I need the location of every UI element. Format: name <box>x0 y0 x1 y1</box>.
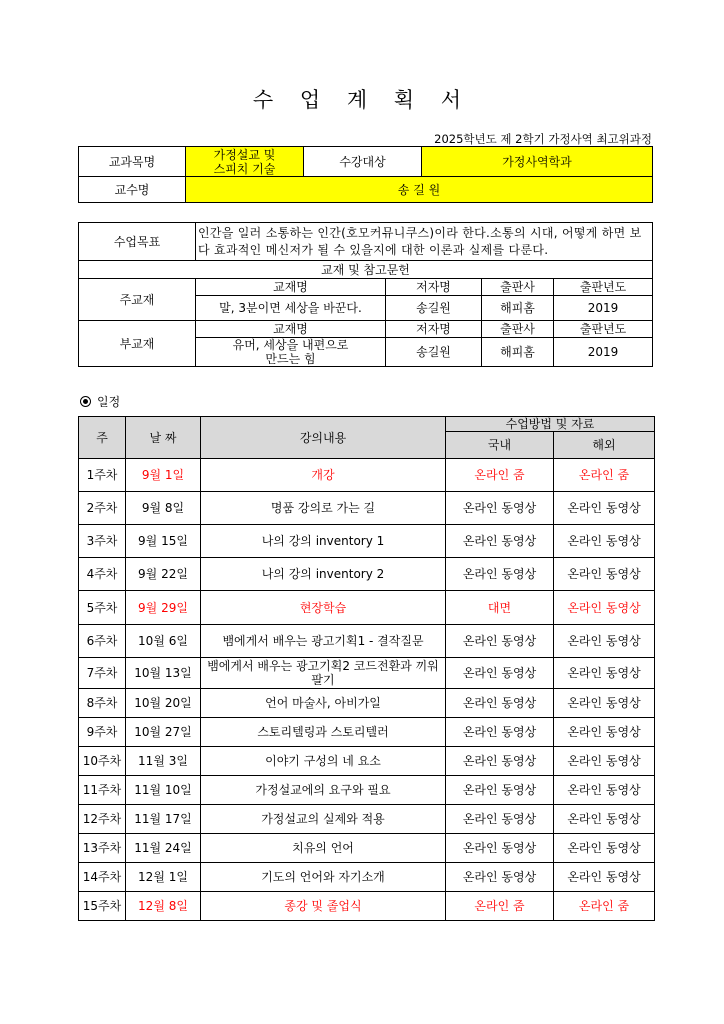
semester-info: 2025학년도 제 2학기 가정사역 최고위과정 <box>434 132 652 146</box>
schedule-row <box>79 863 655 892</box>
schedule-overseas-cell: 온라인 동영상 <box>554 558 655 591</box>
main-textbook-publisher: 해피홈 <box>482 296 554 321</box>
schedule-content-cell: 종강 및 졸업식 <box>201 892 446 921</box>
goal-label: 수업목표 <box>79 223 196 261</box>
schedule-heading <box>80 393 120 410</box>
schedule-row <box>79 459 655 492</box>
schedule-date-cell: 12월 1일 <box>126 863 201 892</box>
schedule-content-cell: 가정설교의 실제와 적용 <box>201 805 446 834</box>
schedule-overseas-cell: 온라인 동영상 <box>554 525 655 558</box>
schedule-content-cell: 스토리텔링과 스토리텔러 <box>201 718 446 747</box>
schedule-overseas-cell: 온라인 동영상 <box>554 689 655 718</box>
course-name-line1: 가정설교 및 <box>213 147 276 162</box>
schedule-week-cell: 2주차 <box>79 492 126 525</box>
main-textbook-author: 송길원 <box>386 296 482 321</box>
goal-textbook-table <box>78 222 653 367</box>
schedule-overseas-cell: 온라인 동영상 <box>554 492 655 525</box>
schedule-week-cell: 7주차 <box>79 658 126 689</box>
page-title: 수 업 계 획 서 <box>252 88 472 112</box>
professor-value: 송 길 원 <box>186 177 653 203</box>
schedule-content-cell: 나의 강의 inventory 1 <box>201 525 446 558</box>
schedule-date-cell: 11월 24일 <box>126 834 201 863</box>
schedule-content-cell: 나의 강의 inventory 2 <box>201 558 446 591</box>
schedule-domestic-cell: 온라인 동영상 <box>446 492 554 525</box>
schedule-date-cell: 9월 1일 <box>126 459 201 492</box>
schedule-week-cell: 13주차 <box>79 834 126 863</box>
schedule-row <box>79 558 655 591</box>
schedule-row <box>79 718 655 747</box>
header-year-2: 출판년도 <box>554 321 653 338</box>
schedule-row <box>79 492 655 525</box>
schedule-domestic-cell: 온라인 동영상 <box>446 558 554 591</box>
schedule-week-cell: 12주차 <box>79 805 126 834</box>
schedule-date-cell: 12월 8일 <box>126 892 201 921</box>
header-publisher-2: 출판사 <box>482 321 554 338</box>
schedule-week-cell: 4주차 <box>79 558 126 591</box>
schedule-overseas-cell: 온라인 동영상 <box>554 805 655 834</box>
schedule-row <box>79 805 655 834</box>
professor-label: 교수명 <box>79 177 186 203</box>
header-book-name: 교재명 <box>196 279 386 296</box>
schedule-row <box>79 747 655 776</box>
header-week: 주 <box>79 417 126 459</box>
header-overseas: 해외 <box>554 432 655 459</box>
target-value: 가정사역학과 <box>422 147 653 177</box>
course-info-table <box>78 146 653 203</box>
main-textbook-label: 주교재 <box>79 279 196 321</box>
schedule-content-cell: 현장학습 <box>201 591 446 625</box>
sub-textbook-label: 부교재 <box>79 321 196 367</box>
header-author: 저자명 <box>386 279 482 296</box>
schedule-week-cell: 9주차 <box>79 718 126 747</box>
schedule-domestic-cell: 온라인 동영상 <box>446 689 554 718</box>
schedule-date-cell: 9월 8일 <box>126 492 201 525</box>
schedule-week-cell: 14주차 <box>79 863 126 892</box>
schedule-content-cell: 가정설교에의 요구와 필요 <box>201 776 446 805</box>
schedule-row <box>79 525 655 558</box>
schedule-row <box>79 625 655 658</box>
schedule-week-cell: 3주차 <box>79 525 126 558</box>
schedule-domestic-cell: 온라인 줌 <box>446 459 554 492</box>
schedule-domestic-cell: 온라인 동영상 <box>446 525 554 558</box>
schedule-content-cell: 뱀에게서 배우는 광고기획2 코드전환과 끼워팔기 <box>201 658 446 689</box>
schedule-overseas-cell: 온라인 줌 <box>554 892 655 921</box>
schedule-date-cell: 10월 6일 <box>126 625 201 658</box>
sub-textbook-year: 2019 <box>554 338 653 367</box>
header-book-name-2: 교재명 <box>196 321 386 338</box>
schedule-overseas-cell: 온라인 동영상 <box>554 834 655 863</box>
schedule-content-cell: 개강 <box>201 459 446 492</box>
schedule-row <box>79 892 655 921</box>
course-name-line2: 스피치 기술 <box>213 161 276 176</box>
schedule-domestic-cell: 온라인 동영상 <box>446 718 554 747</box>
schedule-domestic-cell: 온라인 동영상 <box>446 863 554 892</box>
sub-textbook-name-line2: 만드는 힘 <box>265 352 316 366</box>
schedule-domestic-cell: 온라인 동영상 <box>446 625 554 658</box>
schedule-week-cell: 15주차 <box>79 892 126 921</box>
sub-textbook-publisher: 해피홈 <box>482 338 554 367</box>
schedule-content-cell: 이야기 구성의 네 요소 <box>201 747 446 776</box>
schedule-content-cell: 언어 마술사, 아비가일 <box>201 689 446 718</box>
schedule-overseas-cell: 온라인 동영상 <box>554 625 655 658</box>
header-author-2: 저자명 <box>386 321 482 338</box>
schedule-label: 일정 <box>97 395 121 409</box>
schedule-overseas-cell: 온라인 동영상 <box>554 658 655 689</box>
schedule-week-cell: 5주차 <box>79 591 126 625</box>
schedule-date-cell: 11월 10일 <box>126 776 201 805</box>
schedule-week-cell: 11주차 <box>79 776 126 805</box>
header-domestic: 국내 <box>446 432 554 459</box>
radio-bullet-icon <box>80 396 91 407</box>
schedule-overseas-cell: 온라인 동영상 <box>554 863 655 892</box>
schedule-overseas-cell: 온라인 동영상 <box>554 776 655 805</box>
schedule-overseas-cell: 온라인 동영상 <box>554 591 655 625</box>
main-textbook-year: 2019 <box>554 296 653 321</box>
schedule-date-cell: 10월 27일 <box>126 718 201 747</box>
schedule-row <box>79 776 655 805</box>
schedule-overseas-cell: 온라인 동영상 <box>554 718 655 747</box>
schedule-content-cell: 명품 강의로 가는 길 <box>201 492 446 525</box>
schedule-table <box>78 416 655 921</box>
schedule-domestic-cell: 온라인 동영상 <box>446 834 554 863</box>
schedule-row <box>79 658 655 689</box>
schedule-row <box>79 834 655 863</box>
main-textbook-name: 말, 3분이면 세상을 바꾼다. <box>196 296 386 321</box>
schedule-week-cell: 1주차 <box>79 459 126 492</box>
sub-textbook-name-line1: 유머, 세상을 내편으로 <box>232 338 349 352</box>
schedule-content-cell: 뱀에게서 배우는 광고기획1 - 결작질문 <box>201 625 446 658</box>
schedule-domestic-cell: 온라인 동영상 <box>446 747 554 776</box>
schedule-date-cell: 9월 15일 <box>126 525 201 558</box>
header-content: 강의내용 <box>201 417 446 459</box>
sub-textbook-author: 송길원 <box>386 338 482 367</box>
textbook-section-title: 교재 및 참고문헌 <box>79 261 653 279</box>
schedule-domestic-cell: 온라인 동영상 <box>446 776 554 805</box>
schedule-date-cell: 11월 3일 <box>126 747 201 776</box>
goal-text: 인간을 일러 소통하는 인간(호모커뮤니쿠스)이라 한다.소통의 시대, 어떻게 하면 보다 효과적인 메신저가 될 수 있을지에 대한 이론과 실제를 다룬다. <box>196 223 653 261</box>
schedule-domestic-cell: 온라인 동영상 <box>446 805 554 834</box>
schedule-date-cell: 10월 13일 <box>126 658 201 689</box>
schedule-week-cell: 8주차 <box>79 689 126 718</box>
schedule-content-cell: 치유의 언어 <box>201 834 446 863</box>
schedule-overseas-cell: 온라인 줌 <box>554 459 655 492</box>
schedule-body <box>79 459 655 921</box>
schedule-domestic-cell: 온라인 줌 <box>446 892 554 921</box>
schedule-row <box>79 689 655 718</box>
schedule-domestic-cell: 대면 <box>446 591 554 625</box>
schedule-week-cell: 6주차 <box>79 625 126 658</box>
schedule-date-cell: 10월 20일 <box>126 689 201 718</box>
schedule-date-cell: 9월 22일 <box>126 558 201 591</box>
schedule-date-cell: 9월 29일 <box>126 591 201 625</box>
course-name <box>186 147 304 177</box>
header-year: 출판년도 <box>554 279 653 296</box>
header-method: 수업방법 및 자료 <box>446 417 655 432</box>
schedule-row <box>79 591 655 625</box>
course-label: 교과목명 <box>79 147 186 177</box>
header-date: 날 짜 <box>126 417 201 459</box>
schedule-date-cell: 11월 17일 <box>126 805 201 834</box>
header-publisher: 출판사 <box>482 279 554 296</box>
schedule-week-cell: 10주차 <box>79 747 126 776</box>
schedule-overseas-cell: 온라인 동영상 <box>554 747 655 776</box>
sub-textbook-name <box>196 338 386 367</box>
schedule-content-cell: 기도의 언어와 자기소개 <box>201 863 446 892</box>
schedule-domestic-cell: 온라인 동영상 <box>446 658 554 689</box>
target-label: 수강대상 <box>304 147 422 177</box>
